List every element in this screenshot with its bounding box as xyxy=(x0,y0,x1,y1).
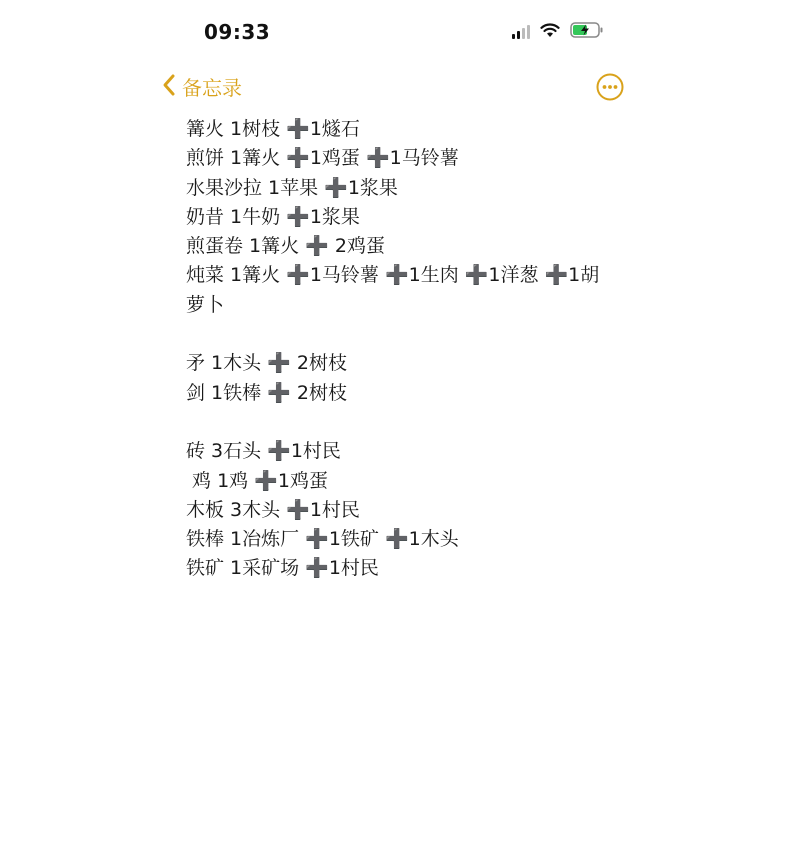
chevron-left-icon xyxy=(162,73,176,101)
back-button[interactable] xyxy=(162,72,242,101)
ellipsis-circle-icon xyxy=(596,86,624,105)
note-line: 炖菜 1篝火 ➕1马铃薯 ➕1生肉 ➕1洋葱 ➕1胡 xyxy=(186,264,600,287)
note-line: 木板 3木头 ➕1村民 xyxy=(186,498,360,521)
note-line: 砖 3石头 ➕1村民 xyxy=(186,440,341,463)
note-line: 水果沙拉 1苹果 ➕1浆果 xyxy=(186,176,398,199)
cellular-signal-icon xyxy=(512,25,530,39)
note-body[interactable] xyxy=(186,115,626,584)
note-line: 鸡 1鸡 ➕1鸡蛋 xyxy=(186,469,328,492)
note-line: 铁棒 1冶炼厂 ➕1铁矿 ➕1木头 xyxy=(186,528,459,551)
status-time: 09:33 xyxy=(204,20,271,44)
note-line: 矛 1木头 ➕ 2树枝 xyxy=(186,352,347,375)
status-icons xyxy=(512,22,604,42)
status-bar xyxy=(0,0,800,60)
note-line: 剑 1铁棒 ➕ 2树枝 xyxy=(186,381,347,404)
note-line: 铁矿 1采矿场 ➕1村民 xyxy=(186,557,379,580)
more-button[interactable] xyxy=(596,73,624,101)
note-line: 煎蛋卷 1篝火 ➕ 2鸡蛋 xyxy=(186,235,385,258)
note-line: 奶昔 1牛奶 ➕1浆果 xyxy=(186,205,360,228)
note-line xyxy=(186,320,626,349)
note-line: 篝火 1树枝 ➕1燧石 xyxy=(186,118,360,140)
note-line: 煎饼 1篝火 ➕1鸡蛋 ➕1马铃薯 xyxy=(186,147,459,170)
navigation-bar xyxy=(0,66,800,110)
wifi-icon xyxy=(540,23,560,42)
battery-charging-icon xyxy=(570,22,604,42)
note-line xyxy=(186,408,626,437)
back-button-label: 备忘录 xyxy=(182,76,242,100)
note-line: 萝卜 xyxy=(186,293,225,316)
